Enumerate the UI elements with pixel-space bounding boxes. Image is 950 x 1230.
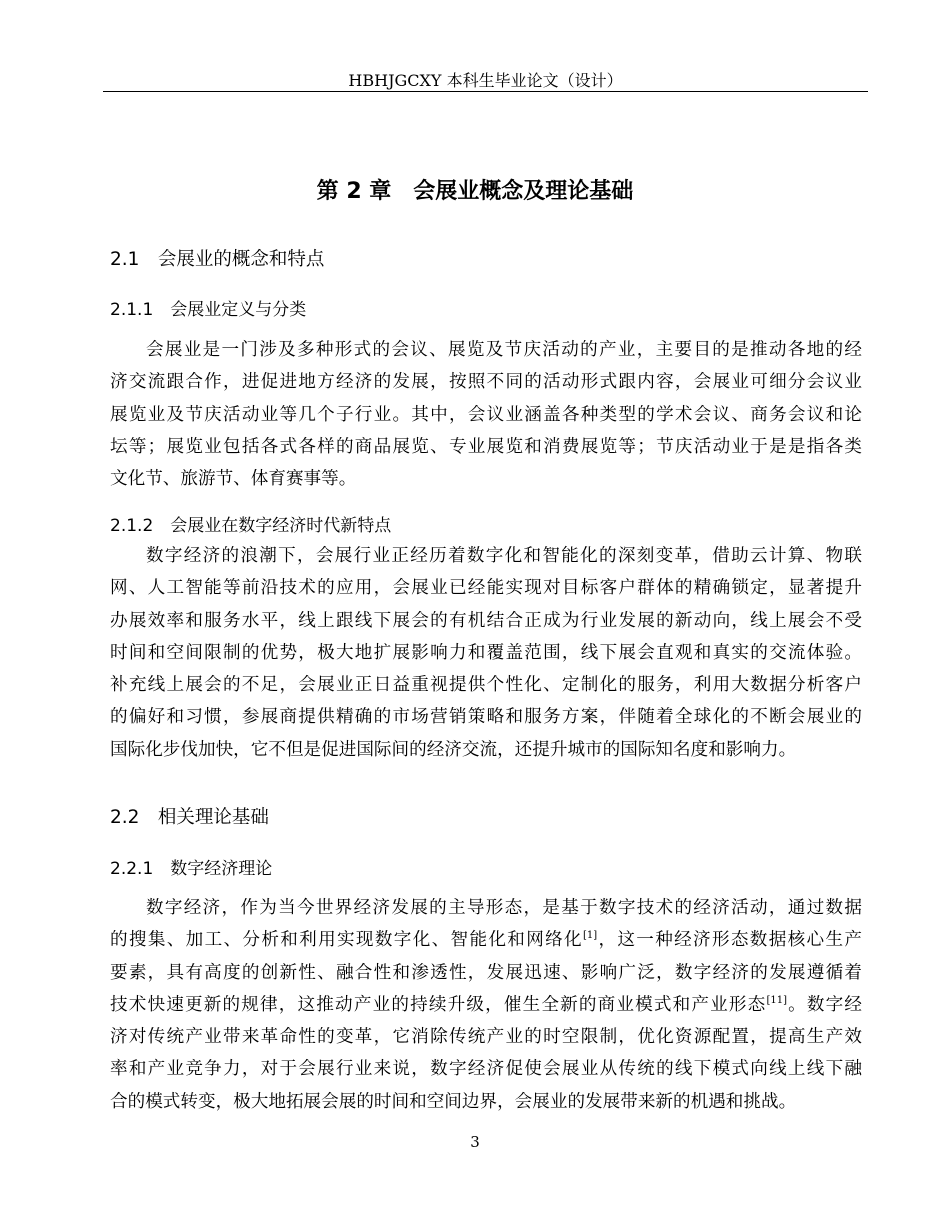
text-line — [110, 989, 862, 1021]
paragraph-definition — [110, 334, 862, 495]
text-line: 合的模式转变，极大地拓展会展的时间和空间边界，会展业的发展带来新的机遇和挑战。 — [110, 1091, 797, 1112]
text-line: 要素，具有高度的创新性、融合性和渗透性，发展迅速、影响广泛，数字经济的发展遵循着 — [110, 962, 862, 983]
chapter-title: 第 2 章 会展业概念及理论基础 — [316, 179, 634, 204]
text-line: 补充线上展会的不足，会展业正日益重视提供个性化、定制化的服务，利用大数据分析客户 — [110, 675, 862, 696]
text-line: 网、人工智能等前沿技术的应用，会展业已经能实现对目标客户群体的精确锁定，显著提升 — [110, 578, 862, 599]
text-line: 坛等；展览业包括各式各样的商品展览、专业展览和消费展览等；节庆活动业于是是指各类 — [110, 436, 862, 457]
text-line: 济交流跟合作，进促进地方经济的发展，按照不同的活动形式跟内容，会展业可细分会议业 — [110, 372, 862, 393]
text-segment: 。数字经 — [786, 994, 862, 1015]
paragraph-digital-features — [110, 540, 862, 766]
text-segment: 的搜集、加工、分析和利用实现数字化、智能化和网络化 — [110, 930, 583, 951]
text-line: 率和产业竞争力，对于会展行业来说，数字经济促使会展业从传统的线下模式向线上线下融 — [110, 1059, 862, 1080]
text-line: 展览业及节庆活动业等几个子行业。其中，会议业涵盖各种类型的学术会议、商务会议和论 — [110, 404, 862, 425]
text-line — [110, 924, 862, 956]
text-line: 文化节、旅游节、体育赛事等。 — [110, 469, 357, 490]
text-line: 数字经济，作为当今世界经济发展的主导形态，是基于数字技术的经济活动，通过数据 — [146, 898, 862, 918]
text-line: 办展效率和服务水平，线上跟线下展会的有机结合正成为行业发展的新动向，线上展会不受 — [110, 610, 862, 631]
page-number: 3 — [470, 1133, 480, 1151]
citation-ref[interactable]: [1] — [582, 930, 598, 942]
text-line: 的偏好和习惯，参展商提供精确的市场营销策略和服务方案，伴随着全球化的不断会展业的 — [110, 707, 862, 728]
running-header: HBHJGCXY 本科生毕业论文（设计） — [348, 71, 623, 90]
text-line: 济对传统产业带来革命性的变革，它消除传统产业的时空限制，优化资源配置，提高生产效 — [110, 1027, 862, 1048]
citation-ref[interactable]: [11] — [766, 994, 787, 1006]
section-heading-2-1-1: 2.1.1 会展业定义与分类 — [110, 300, 307, 320]
paragraph-digital-economy-theory — [110, 892, 862, 1118]
header-rule — [103, 91, 868, 92]
section-heading-2-1-2: 2.1.2 会展业在数字经济时代新特点 — [110, 516, 392, 536]
text-line: 会展业是一门涉及多种形式的会议、展览及节庆活动的产业，主要目的是推动各地的经 — [146, 340, 862, 360]
text-line: 国际化步伐加快，它不但是促进国际间的经济交流，还提升城市的国际知名度和影响力。 — [110, 739, 797, 760]
section-heading-2-1: 2.1 会展业的概念和特点 — [110, 249, 325, 270]
text-segment: 技术快速更新的规律，这推动产业的持续升级，催生全新的商业模式和产业形态 — [110, 994, 767, 1015]
text-line: 数字经济的浪潮下，会展行业正经历着数字化和智能化的深刻变革，借助云计算、物联 — [146, 546, 862, 566]
text-line: 时间和空间限制的优势，极大地扩展影响力和覆盖范围，线下展会直观和真实的交流体验。 — [110, 642, 862, 663]
section-heading-2-2-1: 2.2.1 数字经济理论 — [110, 859, 273, 879]
section-heading-2-2: 2.2 相关理论基础 — [110, 807, 269, 828]
text-segment: ，这一种经济形态数据核心生产 — [597, 930, 862, 951]
